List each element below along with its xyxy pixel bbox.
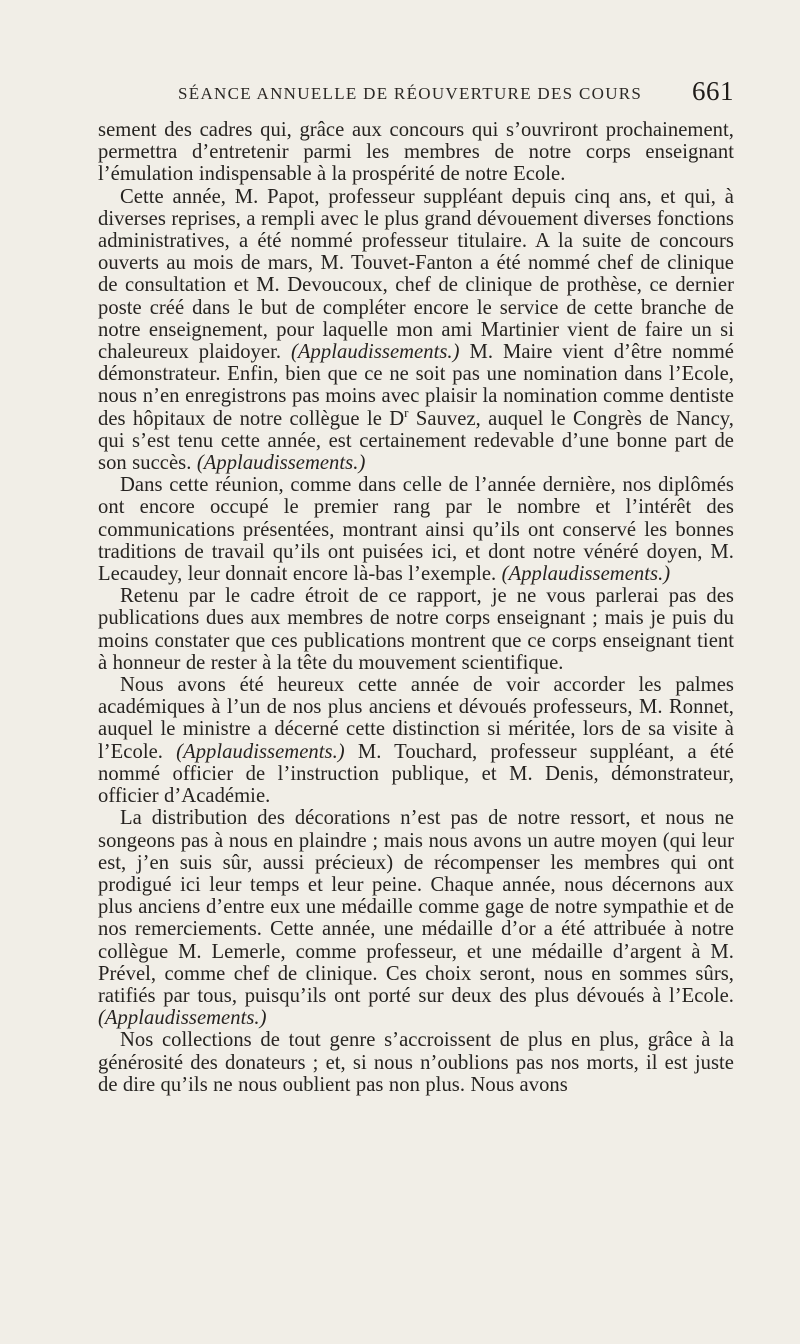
paragraph-text: Nous avons été heureux cette année de voir accorder les palmes académiques à l’un de nos plus anciens et dévoués professeurs, M. Ronnet, auquel le ministre a décerné cette distinction si méritée, lors de sa visite à l’Ecole. bbox=[98, 674, 734, 763]
applause-note: (Applaudissements.) bbox=[98, 1007, 267, 1030]
paragraph-text: M. Maire vient d’être nommé démonstrateur. Enfin, bien que ce ne soit pas une nomination dans l’Ecole, nous n’en enregistrons pas moins avec plaisir la nomination comme dentiste des hôpitaux de notre collègue le D bbox=[98, 341, 734, 430]
paragraph-text: Cette année, M. Papot, professeur suppléant depuis cinq ans, et qui, à diverses reprises, a rempli avec le plus grand dévouement diverses fonctions administratives, a été nommé professeur titulaire. A la suite de concours ouverts au mois de mars, M. Touvet-Fanton a été nommé chef de clinique de consultation et M. Devoucoux, chef de clinique de prothèse, ce dernier poste créé dans le but de compléter encore le service de cette branche de notre enseignement, pour laquelle mon ami Martinier vient de faire un si chaleureux plaidoyer. bbox=[98, 185, 734, 364]
paragraph-reunion bbox=[98, 474, 734, 585]
applause-note: (Applaudissements.) bbox=[196, 452, 366, 475]
paragraph-text: sement des cadres qui, grâce aux concours qui s’ouvriront prochainement, permettra d’entretenir parmi les membres de notre corps enseignant l’émulation indispensable à la prospérité de notre Ecole. bbox=[98, 119, 734, 186]
paragraph-decorations bbox=[98, 807, 734, 1029]
paragraph-continued bbox=[98, 119, 734, 186]
running-title: SÉANCE ANNUELLE DE RÉOUVERTURE DES COURS bbox=[178, 84, 643, 103]
paragraph-text: Sauvez, auquel le Congrès de Nancy, qui s’est tenu cette année, est certainement redevable d’une bonne part de son succès. bbox=[98, 407, 734, 475]
paragraph-text: Retenu par le cadre étroit de ce rapport, je ne vous parlerai pas des publications dues aux membres de notre corps enseignant ; mais je puis du moins constater que ces publications montrent que ce corps enseignant tient à honneur de rester à la tête du mouvement scientifique. bbox=[98, 585, 734, 674]
applause-note: (Applaudissements.) bbox=[501, 563, 671, 586]
applause-note: (Applaudissements.) bbox=[176, 740, 345, 763]
paragraph-text: M. Touchard, professeur suppléant, a été nommé officier de l’instruction publique, et M. Denis, démonstrateur, officier d’Académie. bbox=[98, 740, 734, 808]
body-text bbox=[98, 119, 734, 1174]
paragraph-appointments bbox=[98, 186, 734, 475]
paragraph-palmes bbox=[98, 674, 734, 807]
paragraph-collections bbox=[98, 1029, 734, 1096]
running-header bbox=[130, 76, 734, 116]
page-number: 661 bbox=[692, 76, 734, 106]
paragraph-text: Dans cette réunion, comme dans celle de l’année dernière, nos diplômés ont encore occupé le premier rang par le nombre et l’intérêt des communications présentées, montrant ainsi qu’ils ont conservé les bonnes traditions de travail qu’ils ont puisées ici, et dont notre vénéré doyen, M. Lecaudey, leur donnait encore là-bas l’exemple. bbox=[98, 474, 734, 586]
applause-note: (Applaudissements.) bbox=[291, 341, 460, 364]
paragraph-text: Nos collections de tout genre s’accroissent de plus en plus, grâce à la générosité des donateurs ; et, si nous n’oublions pas nos morts, il est juste de dire qu’ils ne nous oublient pas non plus. Nous avons bbox=[98, 1029, 734, 1096]
paragraph-publications bbox=[98, 585, 734, 674]
paragraph-text: La distribution des décorations n’est pas de notre ressort, et nous ne songeons pas à nous en plaindre ; mais nous avons un autre moyen (qui leur est, j’en suis sûr, aussi précieux) de récompenser les membres qui ont prodigué ici leur temps et leur peine. Chaque année, nous décernons aux plus anciens d’entre eux une médaille comme gage de notre sympathie et de nos remerciements. Cette année, une médaille d’or a été attribuée à notre collègue M. Lemerle, comme professeur, et une médaille d’argent à M. Prével, comme chef de clinique. Ces choix seront, nous en sommes sûrs, ratifiés par tous, puisqu’ils ont porté sur deux des plus dévoués à l’Ecole. bbox=[98, 807, 734, 1007]
superscript-abbrev: r bbox=[404, 404, 409, 420]
